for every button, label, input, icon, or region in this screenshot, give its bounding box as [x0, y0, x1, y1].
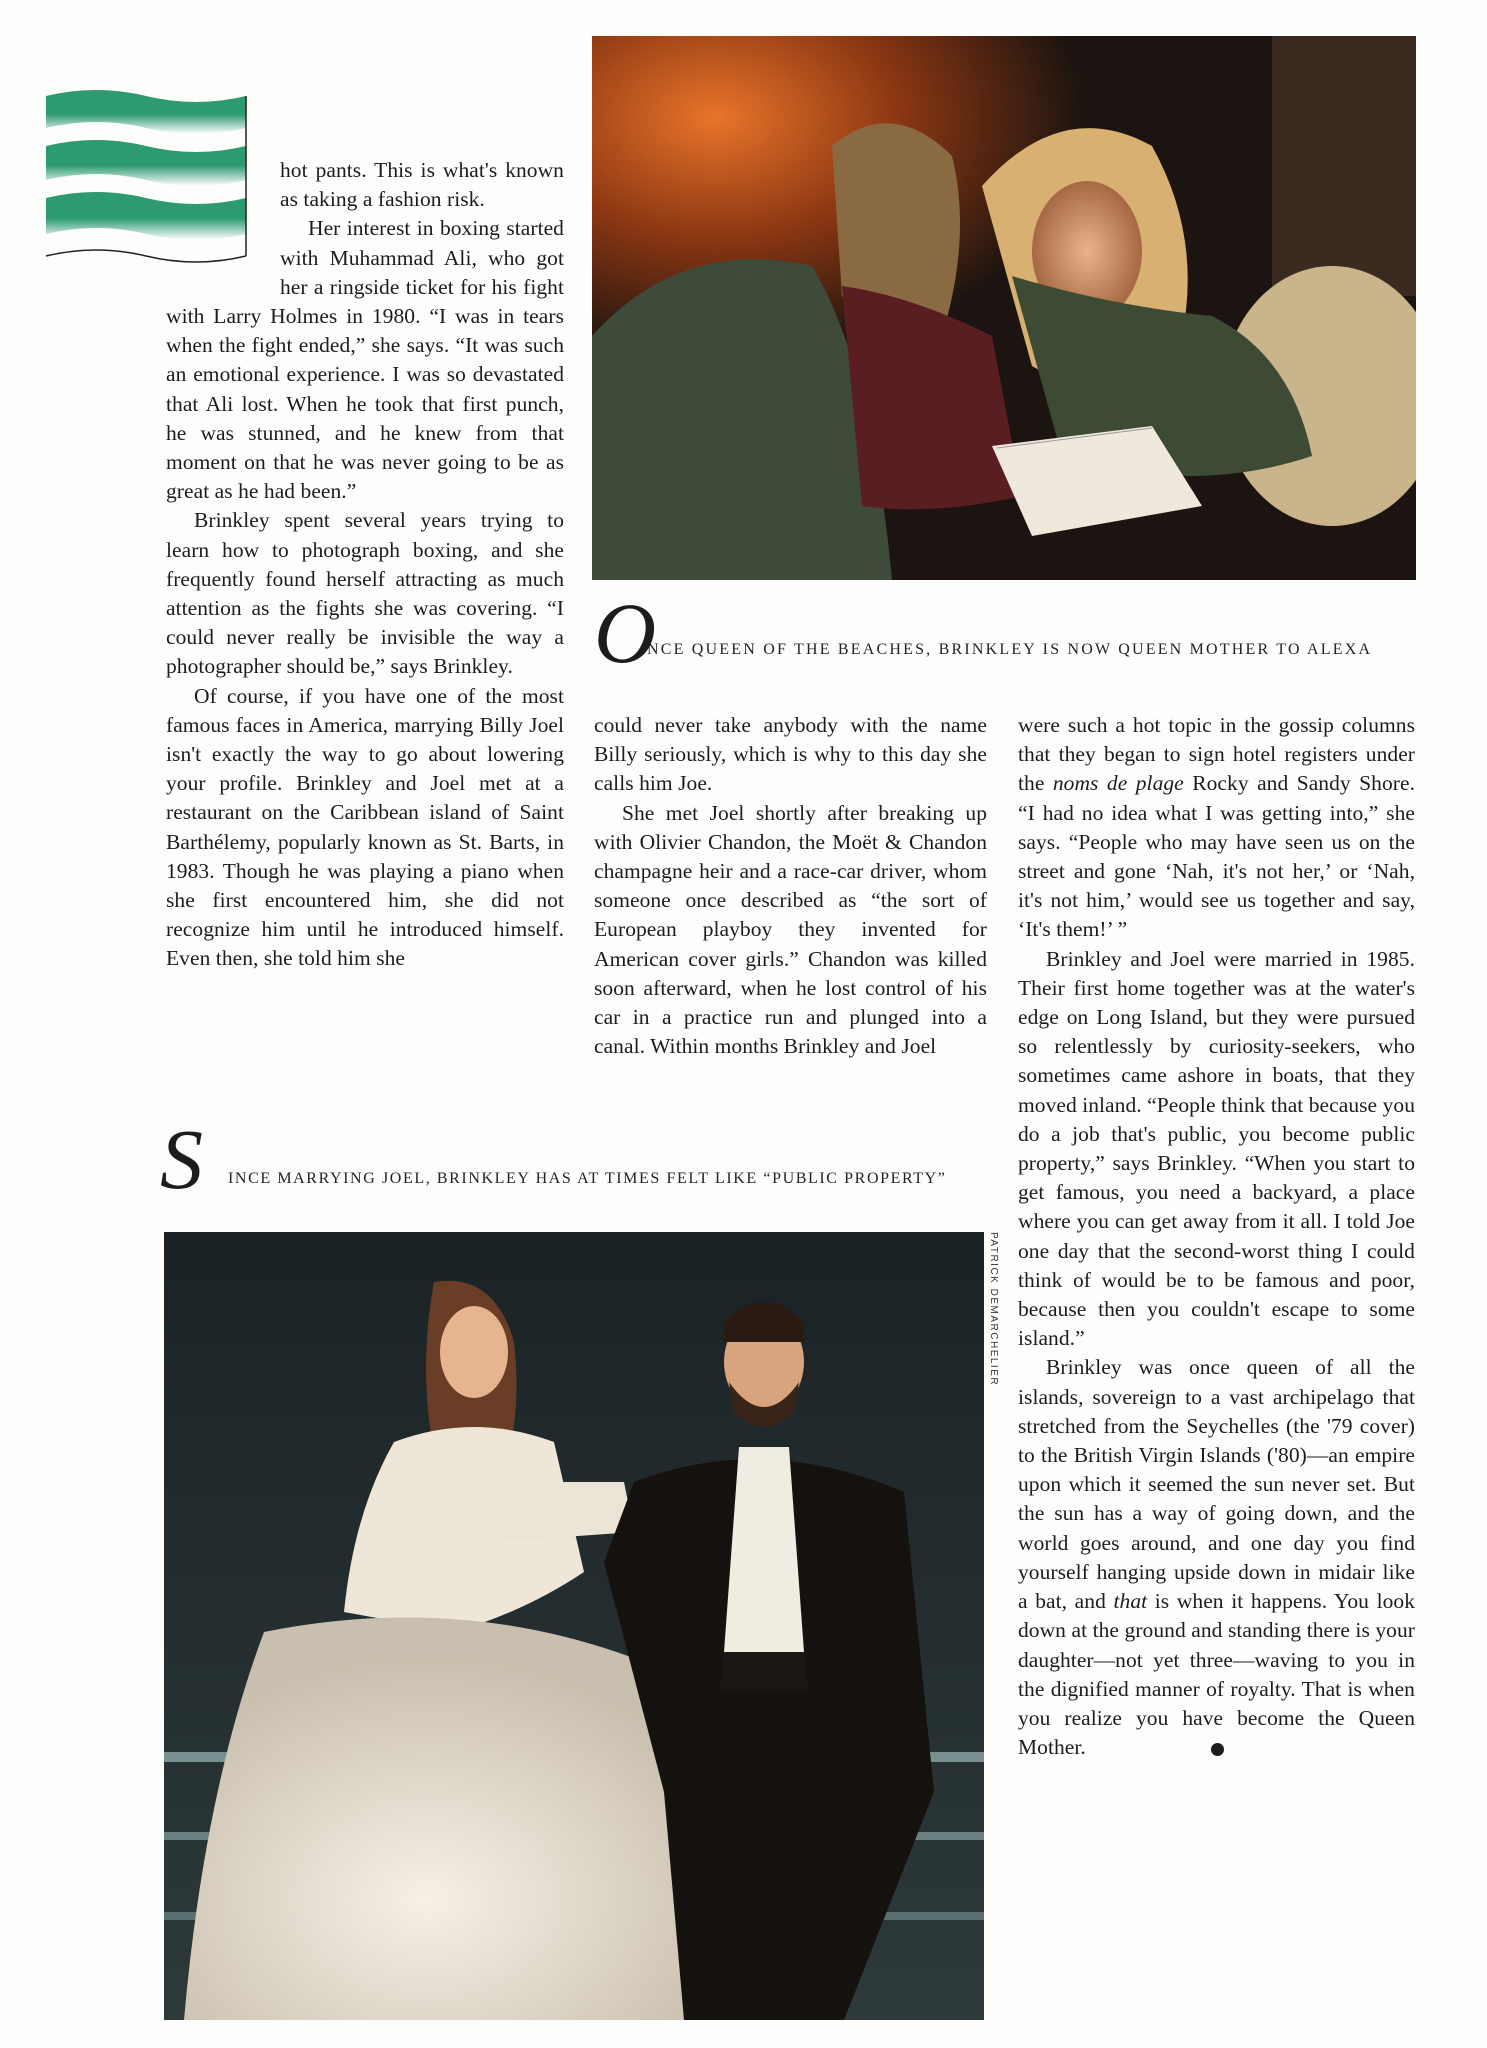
caption-bottom-text: INCE MARRYING JOEL, BRINKLEY HAS AT TIMES FELT LIKE “PUBLIC PROPERTY”: [228, 1170, 947, 1187]
column-right: [1018, 711, 1415, 1762]
paragraph-right-1-a: were such a hot topic in the gossip columns that they began to sign hotel registers under the: [1018, 713, 1415, 796]
photo-wedding-image: [164, 1232, 984, 2020]
paragraph-right-2: Brinkley and Joel were married in 1985. Their first home together was at the water's edge on Long Island, but they were pursued so relentlessly by curiosity-seekers, who sometimes came ashore in boats, that they moved inland. “People think that because you do a job that's public, you become public property,” says Brinkley. “When you start to get famous, you need a backyard, a place where you can get away from it all. I told Joe one day that the second-worst thing I could think of would be to be famous and poor, because then you couldn't escape to some island.”: [1018, 946, 1415, 1351]
column-middle: [594, 711, 987, 1061]
paragraph-left-3: Brinkley spent several years trying to learn how to photograph boxing, and she frequently found herself attracting as much attention as the fights she was covering. “I could never really be invisible the way a photographer should be,” says Brinkley.: [166, 508, 564, 679]
caption-bottom-initial: S: [160, 1111, 203, 1207]
caption-bottom: [160, 1111, 996, 1207]
paragraph-right-3-italic: that: [1113, 1589, 1148, 1614]
paragraph-right-1-b: Rocky and Sandy Shore. “I had no idea what I was getting into,” she says. “People who may have seen us on the street and gone ‘Nah, it's not her,’ or ‘Nah, it's not him,’ would see us together and say, ‘It's them!’ ”: [1018, 771, 1415, 942]
photo-wedding-dance: [164, 1232, 984, 2020]
paragraph-left-2: [166, 214, 564, 506]
end-mark-icon: [1211, 1743, 1224, 1756]
paragraph-middle-2: She met Joel shortly after breaking up with Olivier Chandon, the Moët & Chandon champagne heir and a race-car driver, whom someone once described as “the sort of European playboy they invented for American cover girls.” Chandon was killed soon afterward, when he lost control of his car in a practice run and plunged into a canal. Within months Brinkley and Joel: [594, 800, 987, 1059]
caption-top: [594, 585, 1416, 681]
paragraph-right-1-italic: noms de plage: [1052, 771, 1184, 796]
paragraph-left-2-text: Her interest in boxing started with Muhammad Ali, who got her a ringside ticket for his fight with Larry Holmes in 1980. “I was in tears when the fight ended,” she says. “It was such an emotional experience. I was so devastated that Ali lost. When he took that first punch, he was stunned, and he knew from that moment on that he was never going to be as great as he had been.”: [166, 216, 564, 504]
paragraph-middle-1: could never take anybody with the name Billy seriously, which is why to this day she calls him Joe.: [594, 713, 987, 796]
paragraph-right-3: [1018, 1353, 1415, 1762]
paragraph-left-1: hot pants. This is what's known as taking a fashion risk.: [280, 158, 564, 212]
caption-top-initial: O: [594, 585, 657, 681]
column-left: [166, 156, 564, 974]
paragraph-left-4: Of course, if you have one of the most famous faces in America, marrying Billy Joel isn't exactly the way to go about lowering your profile. Brinkley and Joel met at a restaurant on the Caribbean island of Saint Barthélemy, popularly known as St. Barts, in 1983. Though he was playing a piano when she first encountered him, she did not recognize him until he introduced himself. Even then, she told him she: [166, 683, 564, 971]
paragraph-right-3-a: Brinkley was once queen of all the islands, sovereign to a vast archipelago that stretched from the Seychelles (the '79 cover) to the British Virgin Islands ('80)—an empire upon which it seemed the sun never set. But the sun has a way of going down, and the world goes around, and one day you find yourself hanging upside down in midair like a bat, and: [1018, 1355, 1415, 1614]
paragraph-right-1: [1018, 711, 1415, 945]
photo-credit: PATRICK DEMARCHELIER: [988, 1232, 999, 1387]
caption-top-text: NCE QUEEN OF THE BEACHES, BRINKLEY IS NOW QUEEN MOTHER TO ALEXA: [647, 641, 1373, 658]
photo-mother-daughter-reading: [592, 36, 1416, 580]
paragraph-right-3-b: is when it happens. You look down at the ground and standing there is your daughter—not yet three—waving to you in the dignified manner of royalty. That is when you realize you have become the Queen Mother.: [1018, 1589, 1416, 1760]
photo-reading-image: [592, 36, 1416, 580]
